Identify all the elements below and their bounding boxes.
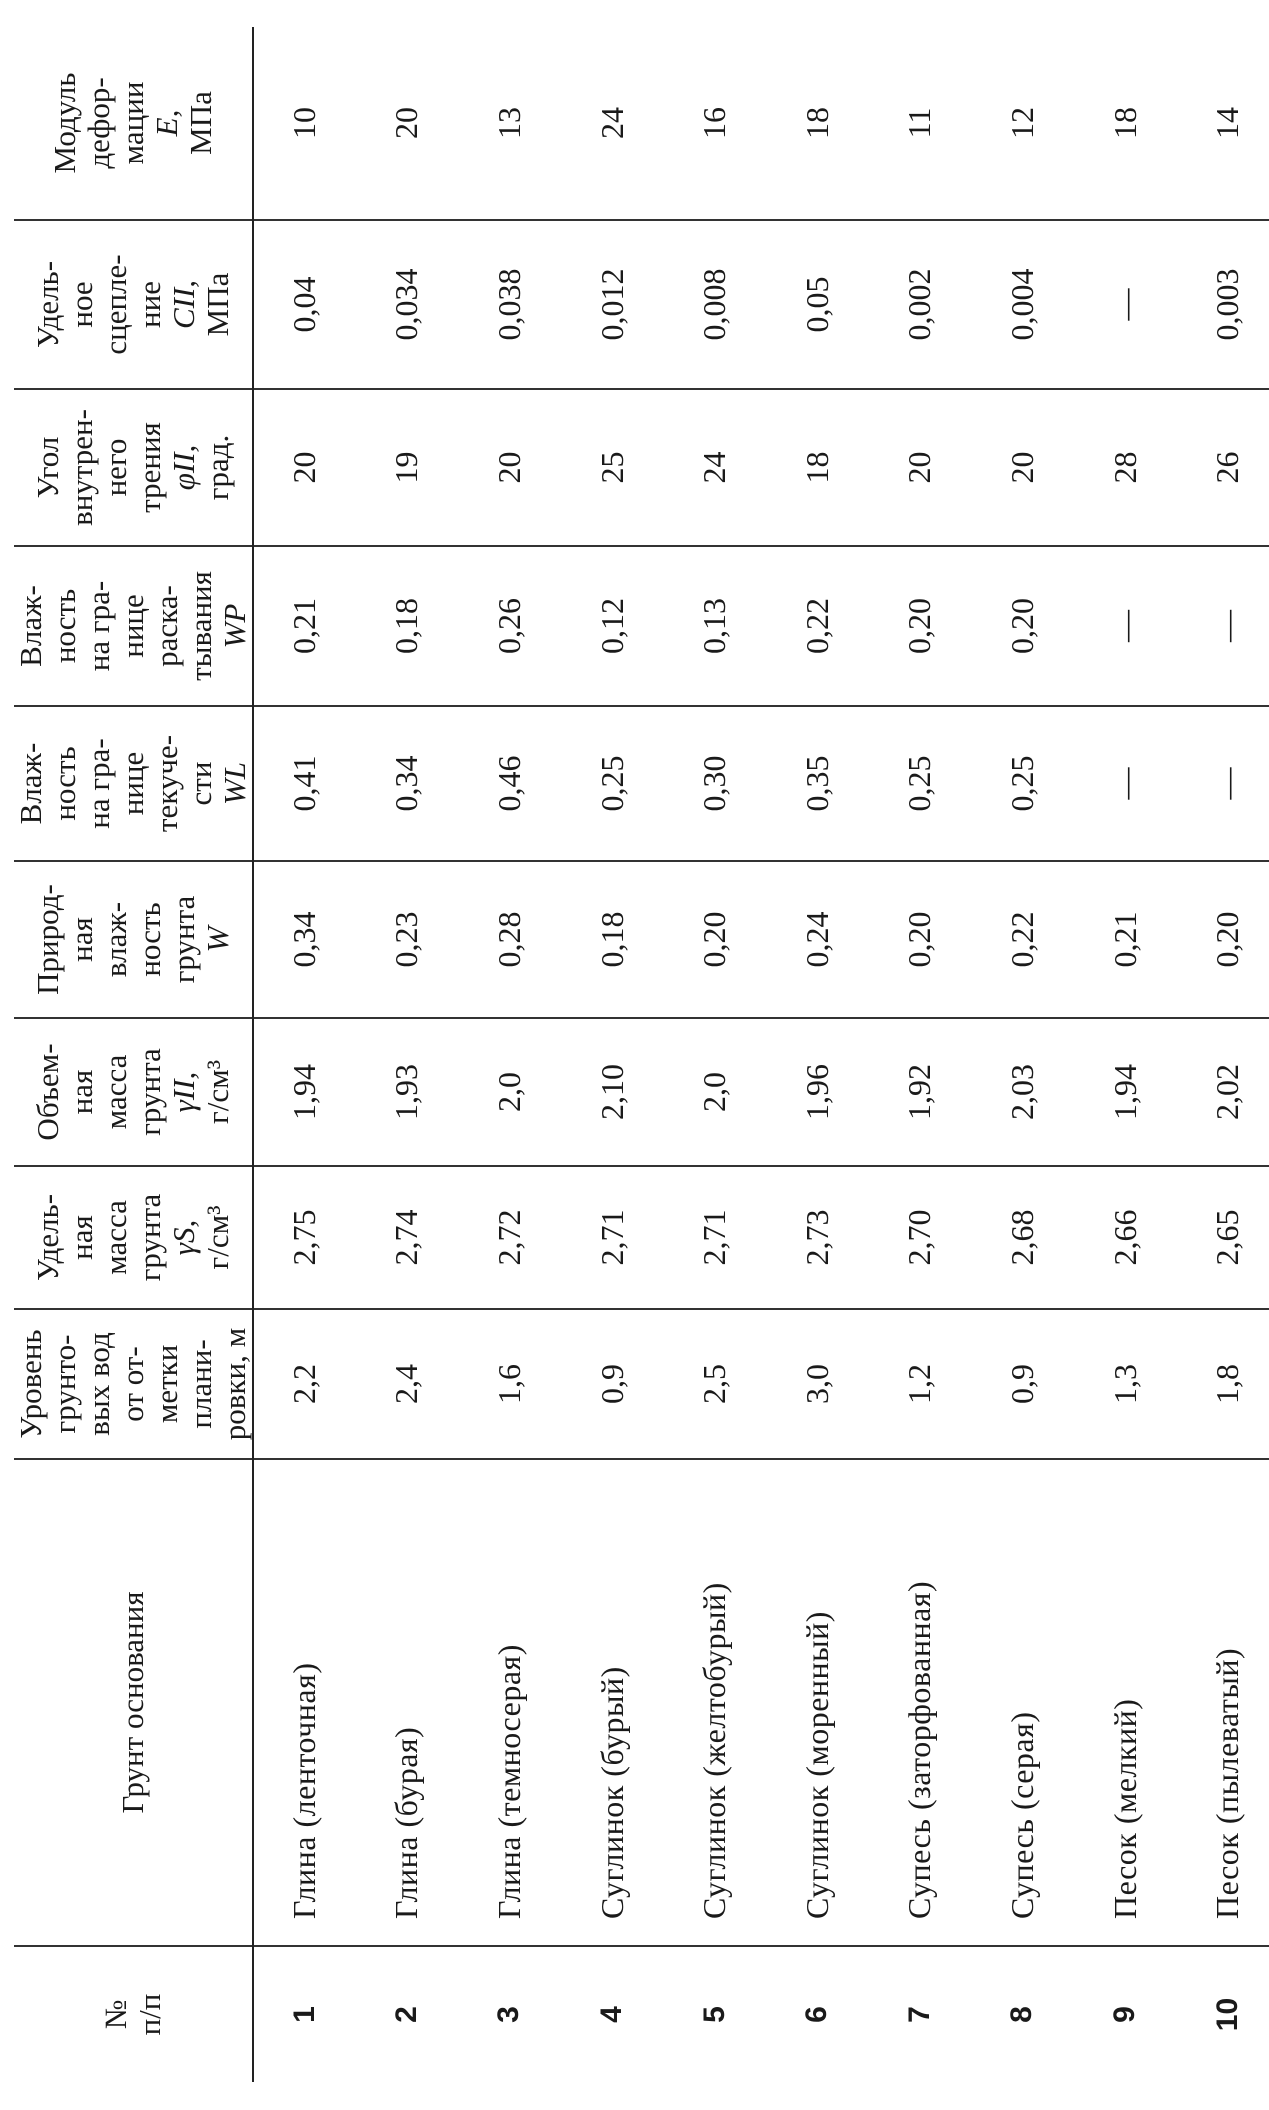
header-gw-line: метки	[149, 1344, 184, 1424]
header-num-line: п/п	[132, 1993, 167, 2036]
header-wl-line: нице	[115, 751, 150, 816]
header-nat-line: W	[200, 926, 235, 953]
table-row	[458, 27, 561, 2082]
header-spec-line: г/см³	[200, 1205, 235, 1270]
specific-mass-cell: 2,68	[971, 1166, 1074, 1309]
header-phi-line: трения	[132, 422, 167, 513]
row-number-cell: 8	[1005, 2006, 1039, 2023]
header-gw-line: вых вод	[81, 1332, 116, 1436]
table-body	[253, 27, 1269, 2082]
table-row	[1074, 27, 1177, 2082]
cohesion-cell: 0,008	[663, 220, 766, 389]
header-num-line: №	[98, 1999, 133, 2030]
header-nat-line: Природ-	[30, 884, 65, 995]
friction-angle-cell: 24	[663, 389, 766, 546]
header-gw-line: грунто-	[47, 1334, 82, 1434]
row-number-cell: 6	[800, 2006, 834, 2023]
header-c-line: МПа	[200, 272, 235, 337]
natural-moisture-cell: 0,20	[663, 861, 766, 1018]
deformation-modulus-cell: 11	[869, 27, 972, 220]
friction-angle-cell: 20	[253, 389, 356, 546]
row-number-cell: 7	[902, 2006, 936, 2023]
soil-name-cell: Суглинок (бурый)	[561, 1459, 664, 1946]
liquid-limit-cell: 0,25	[561, 706, 664, 861]
plastic-limit-cell: 0,26	[458, 546, 561, 706]
cohesion-cell: 0,003	[1176, 220, 1269, 389]
row-number-cell: 10	[1210, 1997, 1244, 2032]
header-bulk-density	[14, 1018, 253, 1166]
cohesion-cell: 0,002	[869, 220, 972, 389]
liquid-limit-cell: 0,30	[663, 706, 766, 861]
liquid-limit-cell: 0,25	[869, 706, 972, 861]
header-phi-line: φII,	[166, 444, 201, 491]
friction-angle-cell: 20	[971, 389, 1074, 546]
friction-angle-cell: 28	[1074, 389, 1177, 546]
friction-angle-cell: 20	[458, 389, 561, 546]
deformation-modulus-cell: 16	[663, 27, 766, 220]
specific-mass-cell: 2,66	[1074, 1166, 1177, 1309]
specific-mass-cell: 2,73	[766, 1166, 869, 1309]
row-number-cell: 5	[697, 2006, 731, 2023]
row-number-cell: 1	[287, 2006, 321, 2023]
soil-name-cell: Песок (мелкий)	[1074, 1459, 1177, 1946]
cohesion-cell: —	[1074, 220, 1177, 389]
header-spec-line: грунта	[132, 1193, 167, 1282]
liquid-limit-cell: —	[1176, 706, 1269, 861]
plastic-limit-cell: 0,12	[561, 546, 664, 706]
deformation-modulus-cell: 18	[1074, 27, 1177, 220]
soil-name-cell: Супесь (серая)	[971, 1459, 1074, 1946]
header-c-line: Удель-	[30, 260, 65, 349]
soil-name-cell: Песок (пылеватый)	[1176, 1459, 1269, 1946]
header-nat-line: грунта	[166, 895, 201, 984]
header-c-line: ние	[132, 281, 167, 328]
header-wp-line: нице	[115, 594, 150, 658]
groundwater-level-cell: 3,0	[766, 1309, 869, 1459]
header-deformation-modulus	[14, 27, 253, 220]
bulk-density-cell: 2,02	[1176, 1018, 1269, 1166]
row-number-cell: 2	[389, 2006, 423, 2023]
groundwater-level-cell: 1,6	[458, 1309, 561, 1459]
header-c-line: CII,	[166, 279, 201, 330]
soil-properties-table	[14, 27, 1269, 2082]
row-number-cell: 3	[492, 2006, 526, 2023]
plastic-limit-cell: 0,18	[356, 546, 459, 706]
bulk-density-cell: 1,96	[766, 1018, 869, 1166]
deformation-modulus-cell: 20	[356, 27, 459, 220]
soil-name-cell: Суглинок (моренный)	[766, 1459, 869, 1946]
bulk-density-cell: 2,10	[561, 1018, 664, 1166]
soil-name-cell: Суглинок (желтобурый)	[663, 1459, 766, 1946]
groundwater-level-cell: 2,2	[253, 1309, 356, 1459]
header-soil-line: Грунт основания	[115, 1591, 150, 1814]
natural-moisture-cell: 0,18	[561, 861, 664, 1018]
header-liquid-limit	[14, 706, 253, 861]
natural-moisture-cell: 0,21	[1074, 861, 1177, 1018]
deformation-modulus-cell: 10	[253, 27, 356, 220]
cohesion-cell: 0,004	[971, 220, 1074, 389]
header-gw-line: от от-	[115, 1346, 150, 1422]
plastic-limit-cell: 0,21	[253, 546, 356, 706]
header-nat-line: ность	[132, 902, 167, 977]
header-c-line: ное	[64, 281, 99, 328]
cohesion-cell: 0,012	[561, 220, 664, 389]
header-c-line: сцепле-	[98, 254, 133, 355]
header-wp-line: ность	[47, 588, 82, 664]
header-vol-line: γII,	[166, 1071, 201, 1113]
header-e-line: дефор-	[81, 77, 116, 169]
deformation-modulus-cell: 13	[458, 27, 561, 220]
friction-angle-cell: 25	[561, 389, 664, 546]
specific-mass-cell: 2,71	[663, 1166, 766, 1309]
soil-name-cell: Глина (темносерая)	[458, 1459, 561, 1946]
header-e-line: Модуль	[47, 72, 82, 174]
plastic-limit-cell: 0,20	[869, 546, 972, 706]
natural-moisture-cell: 0,34	[253, 861, 356, 1018]
bulk-density-cell: 2,03	[971, 1018, 1074, 1166]
groundwater-level-cell: 2,5	[663, 1309, 766, 1459]
plastic-limit-cell: —	[1176, 546, 1269, 706]
row-number-cell: 4	[595, 2006, 629, 2023]
natural-moisture-cell: 0,20	[1176, 861, 1269, 1018]
bulk-density-cell: 1,94	[1074, 1018, 1177, 1166]
header-spec-line: масса	[98, 1200, 133, 1275]
groundwater-level-cell: 0,9	[561, 1309, 664, 1459]
cohesion-cell: 0,034	[356, 220, 459, 389]
header-wl-line: на гра-	[81, 738, 116, 829]
header-phi-line: Угол	[30, 436, 65, 499]
table-row	[971, 27, 1074, 2082]
plastic-limit-cell: 0,20	[971, 546, 1074, 706]
table-row	[561, 27, 664, 2082]
header-num	[14, 1946, 253, 2082]
header-phi-line: град.	[200, 434, 235, 501]
header-wl-line: текуче-	[149, 734, 184, 833]
header-row	[14, 27, 253, 2082]
header-natural-moisture	[14, 861, 253, 1018]
groundwater-level-cell: 0,9	[971, 1309, 1074, 1459]
deformation-modulus-cell: 24	[561, 27, 664, 220]
soil-name-cell: Глина (бурая)	[356, 1459, 459, 1946]
header-phi-line: внутрен-	[64, 409, 99, 526]
liquid-limit-cell: 0,46	[458, 706, 561, 861]
table-row	[253, 27, 356, 2082]
specific-mass-cell: 2,75	[253, 1166, 356, 1309]
specific-mass-cell: 2,65	[1176, 1166, 1269, 1309]
specific-mass-cell: 2,72	[458, 1166, 561, 1309]
header-nat-line: влаж-	[98, 901, 133, 978]
table-row	[766, 27, 869, 2082]
liquid-limit-cell: 0,34	[356, 706, 459, 861]
header-wl-line: сти	[183, 761, 218, 806]
header-groundwater-level	[14, 1309, 253, 1459]
header-spec-line: ная	[64, 1215, 99, 1260]
friction-angle-cell: 26	[1176, 389, 1269, 546]
natural-moisture-cell: 0,22	[971, 861, 1074, 1018]
header-wl-line: Влаж-	[13, 742, 48, 825]
liquid-limit-cell: 0,35	[766, 706, 869, 861]
bulk-density-cell: 2,0	[458, 1018, 561, 1166]
row-number-cell: 9	[1108, 2006, 1142, 2023]
deformation-modulus-cell: 12	[971, 27, 1074, 220]
header-plastic-limit	[14, 546, 253, 706]
friction-angle-cell: 19	[356, 389, 459, 546]
plastic-limit-cell: —	[1074, 546, 1177, 706]
groundwater-level-cell: 1,3	[1074, 1309, 1177, 1459]
header-wp-line: раска-	[149, 585, 184, 667]
cohesion-cell: 0,038	[458, 220, 561, 389]
header-wp-line: WP	[217, 603, 252, 649]
liquid-limit-cell: 0,41	[253, 706, 356, 861]
header-vol-line: ная	[64, 1069, 99, 1115]
header-spec-line: Удель-	[30, 1193, 65, 1282]
soil-name-cell: Глина (ленточная)	[253, 1459, 356, 1946]
header-gw-line: ровки, м	[217, 1327, 252, 1441]
header-wl-line: ность	[47, 746, 82, 821]
header-wp-line: тывания	[183, 571, 218, 681]
header-e-line: E,	[149, 109, 184, 137]
liquid-limit-cell: 0,25	[971, 706, 1074, 861]
header-vol-line: грунта	[132, 1048, 167, 1136]
header-gw-line: Уровень	[13, 1329, 48, 1439]
soil-name-cell: Супесь (заторфованная)	[869, 1459, 972, 1946]
header-wp-line: на гра-	[81, 580, 116, 672]
bulk-density-cell: 1,92	[869, 1018, 972, 1166]
bulk-density-cell: 2,0	[663, 1018, 766, 1166]
table-row	[663, 27, 766, 2082]
natural-moisture-cell: 0,20	[869, 861, 972, 1018]
header-friction-angle	[14, 389, 253, 546]
groundwater-level-cell: 1,2	[869, 1309, 972, 1459]
cohesion-cell: 0,04	[253, 220, 356, 389]
header-vol-line: г/см³	[200, 1060, 235, 1124]
header-e-line: МПа	[183, 91, 218, 155]
table-row	[356, 27, 459, 2082]
bulk-density-cell: 1,94	[253, 1018, 356, 1166]
header-vol-line: Объем-	[30, 1043, 65, 1141]
plastic-limit-cell: 0,22	[766, 546, 869, 706]
natural-moisture-cell: 0,23	[356, 861, 459, 1018]
header-phi-line: него	[98, 438, 133, 497]
specific-mass-cell: 2,70	[869, 1166, 972, 1309]
header-gw-line: плани-	[183, 1339, 218, 1429]
header-nat-line: ная	[64, 917, 99, 962]
friction-angle-cell: 20	[869, 389, 972, 546]
header-wp-line: Влаж-	[13, 585, 48, 667]
deformation-modulus-cell: 18	[766, 27, 869, 220]
liquid-limit-cell: —	[1074, 706, 1177, 861]
header-wl-line: WL	[217, 761, 252, 806]
natural-moisture-cell: 0,28	[458, 861, 561, 1018]
bulk-density-cell: 1,93	[356, 1018, 459, 1166]
specific-mass-cell: 2,74	[356, 1166, 459, 1309]
groundwater-level-cell: 2,4	[356, 1309, 459, 1459]
header-specific-mass	[14, 1166, 253, 1309]
deformation-modulus-cell: 14	[1176, 27, 1269, 220]
table-row	[869, 27, 972, 2082]
specific-mass-cell: 2,71	[561, 1166, 664, 1309]
plastic-limit-cell: 0,13	[663, 546, 766, 706]
table-row	[1176, 27, 1269, 2082]
header-spec-line: γS,	[166, 1219, 201, 1256]
groundwater-level-cell: 1,8	[1176, 1309, 1269, 1459]
header-soil	[14, 1459, 253, 1946]
header-vol-line: масса	[98, 1054, 133, 1130]
header-e-line: мации	[115, 81, 150, 165]
cohesion-cell: 0,05	[766, 220, 869, 389]
friction-angle-cell: 18	[766, 389, 869, 546]
header-cohesion	[14, 220, 253, 389]
natural-moisture-cell: 0,24	[766, 861, 869, 1018]
